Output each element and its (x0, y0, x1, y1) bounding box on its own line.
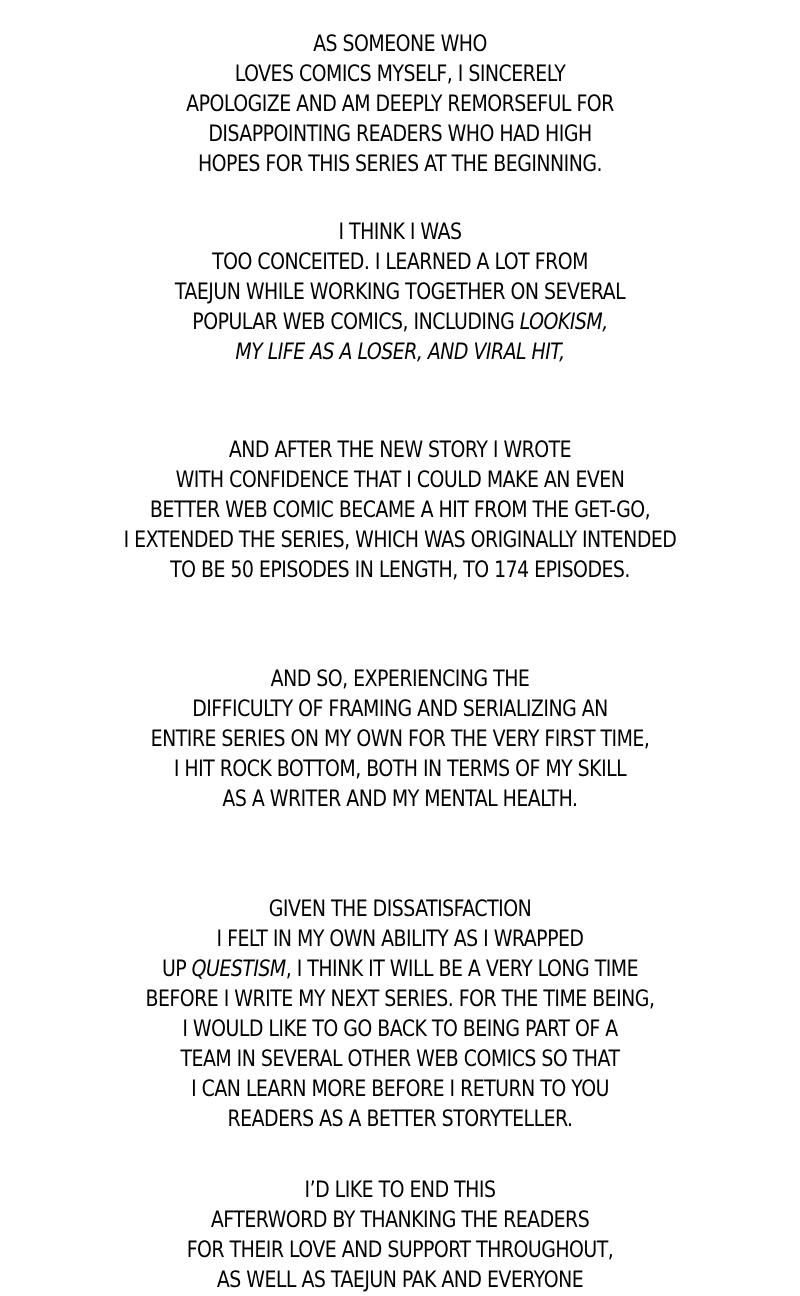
body-text: AND SO, EXPERIENCING THE (270, 667, 530, 692)
body-text: BETTER WEB COMIC BECAME A HIT FROM THE GET-GO, (149, 498, 651, 523)
body-text: FOR THEIR LOVE AND SUPPORT THROUGHOUT, (186, 1238, 614, 1263)
body-text: I EXTENDED THE SERIES, WHICH WAS ORIGINALLY INTENDED (123, 528, 677, 553)
body-text: I CAN LEARN MORE BEFORE I RETURN TO YOU (191, 1077, 609, 1102)
body-text: , I THINK IT WILL BE A VERY LONG TIME (285, 957, 639, 982)
italic-title-text: MY LIFE AS A LOSER, AND VIRAL HIT, (235, 340, 565, 365)
italic-title-text: LOOKISM, (519, 310, 608, 335)
body-text: GIVEN THE DISSATISFACTION (268, 897, 532, 922)
text-line (56, 466, 744, 496)
body-text: TOO CONCEITED. I LEARNED A LOT FROM (212, 250, 588, 275)
text-line (56, 1015, 744, 1045)
body-text: BEFORE I WRITE MY NEXT SERIES. FOR THE TIME BEING, (145, 987, 655, 1012)
body-text: I FELT IN MY OWN ABILITY AS I WRAPPED (216, 927, 584, 952)
text-line (56, 338, 744, 368)
body-text: AS A WRITER AND MY MENTAL HEALTH. (222, 787, 578, 812)
text-line (56, 1045, 744, 1075)
text-line (56, 308, 744, 338)
text-line (56, 985, 744, 1015)
text-line (56, 90, 744, 120)
text-line (56, 725, 744, 755)
body-text: DIFFICULTY OF FRAMING AND SERIALIZING AN (192, 697, 608, 722)
body-text: APOLOGIZE AND AM DEEPLY REMORSEFUL FOR (186, 92, 614, 117)
body-text: TO BE 50 EPISODES IN LENGTH, TO 174 EPISODES. (170, 558, 630, 583)
body-text: READERS AS A BETTER STORYTELLER. (227, 1107, 573, 1132)
text-line (56, 248, 744, 278)
text-line (56, 120, 744, 150)
text-line (56, 30, 744, 60)
body-text: I HIT ROCK BOTTOM, BOTH IN TERMS OF MY SKILL (173, 757, 627, 782)
text-line (56, 1105, 744, 1135)
paragraph-apology (0, 30, 800, 180)
text-line (56, 1236, 744, 1266)
text-line (56, 1176, 744, 1206)
body-text: AS SOMEONE WHO (313, 32, 487, 57)
body-text: UP (161, 957, 192, 982)
body-text: AFTERWORD BY THANKING THE READERS (210, 1208, 590, 1233)
paragraph-extended-series (0, 436, 800, 586)
text-line (56, 785, 744, 815)
body-text: I THINK I WAS (338, 220, 462, 245)
body-text: WITH CONFIDENCE THAT I COULD MAKE AN EVEN (175, 468, 625, 493)
text-line (56, 925, 744, 955)
italic-title-text: QUESTISM (191, 957, 286, 982)
text-line (56, 665, 744, 695)
text-line (56, 278, 744, 308)
text-line (56, 436, 744, 466)
paragraph-thanks (0, 1176, 800, 1296)
body-text: TAEJUN WHILE WORKING TOGETHER ON SEVERAL (174, 280, 626, 305)
text-line (56, 895, 744, 925)
text-line (56, 496, 744, 526)
text-line (56, 556, 744, 586)
paragraph-next-series (0, 895, 800, 1135)
text-line (56, 955, 744, 985)
body-text: AS WELL AS TAEJUN PAK AND EVERYONE (216, 1268, 584, 1293)
text-line (56, 60, 744, 90)
body-text: ENTIRE SERIES ON MY OWN FOR THE VERY FIRST TIME, (150, 727, 650, 752)
body-text: POPULAR WEB COMICS, INCLUDING (192, 310, 520, 335)
body-text: I’D LIKE TO END THIS (304, 1178, 496, 1203)
body-text: TEAM IN SEVERAL OTHER WEB COMICS SO THAT (180, 1047, 620, 1072)
body-text: LOVES COMICS MYSELF, I SINCERELY (234, 62, 566, 87)
text-line (56, 1075, 744, 1105)
body-text: I WOULD LIKE TO GO BACK TO BEING PART OF A (182, 1017, 618, 1042)
body-text: AND AFTER THE NEW STORY I WROTE (228, 438, 572, 463)
paragraph-conceited (0, 218, 800, 368)
body-text: HOPES FOR THIS SERIES AT THE BEGINNING. (197, 152, 603, 177)
text-line (56, 150, 744, 180)
text-line (56, 755, 744, 785)
paragraph-rock-bottom (0, 665, 800, 815)
text-line (56, 526, 744, 556)
text-line (56, 1206, 744, 1236)
body-text: DISAPPOINTING READERS WHO HAD HIGH (208, 122, 592, 147)
text-line (56, 218, 744, 248)
text-line (56, 695, 744, 725)
text-line (56, 1266, 744, 1296)
